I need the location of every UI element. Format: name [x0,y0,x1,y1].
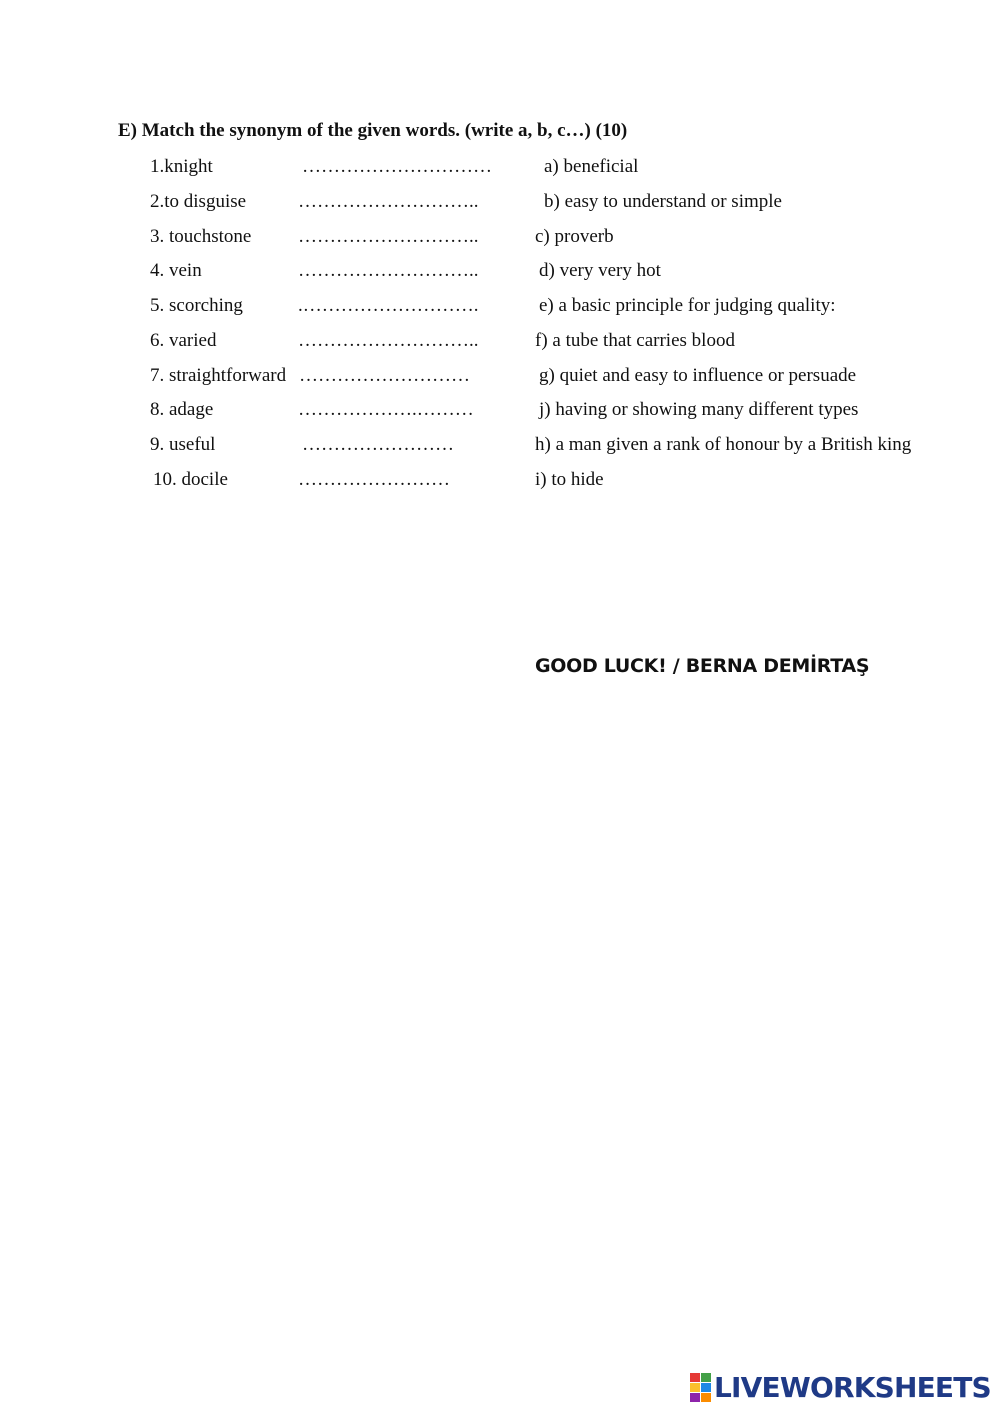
brand-watermark[interactable] [690,1372,991,1404]
option-label: d) very very hot [539,260,661,281]
match-row [0,365,999,395]
word-label: 9. useful [150,434,216,455]
option-label: j) having or showing many different types [539,399,859,420]
match-row [0,330,999,360]
answer-blank[interactable]: ……………………….. [298,191,479,212]
match-row [0,191,999,221]
option-label: i) to hide [535,469,604,490]
exercise-heading: E) Match the synonym of the given words. (write a, b, c…) (10) [118,120,628,141]
word-label: 1.knight [150,156,213,177]
liveworksheets-logo-icon [690,1373,712,1403]
match-row [0,469,999,499]
match-row [0,434,999,464]
answer-blank[interactable]: …………………… [298,469,450,490]
match-row [0,399,999,429]
answer-blank[interactable]: ……………….……… [298,399,474,420]
option-label: g) quiet and easy to influence or persuade [539,365,857,386]
answer-blank[interactable]: .………………………. [298,295,479,316]
word-label: 4. vein [150,260,202,281]
option-label: b) easy to understand or simple [544,191,782,212]
word-label: 8. adage [150,399,214,420]
option-label: h) a man given a rank of honour by a British king [535,434,912,455]
match-row [0,156,999,186]
option-label: c) proverb [535,226,614,247]
answer-blank[interactable]: ……………………… [299,365,470,386]
word-label: 3. touchstone [150,226,252,247]
word-label: 5. scorching [150,295,243,316]
answer-blank[interactable]: ………………………… [302,156,492,177]
closing-signature: GOOD LUCK! / BERNA DEMİRTAŞ [535,655,870,677]
match-row [0,260,999,290]
option-label: f) a tube that carries blood [535,330,735,351]
match-row [0,295,999,325]
answer-blank[interactable]: ……………………….. [298,226,479,247]
answer-blank[interactable]: …………………… [302,434,454,455]
match-row [0,226,999,256]
answer-blank[interactable]: ……………………….. [298,260,479,281]
word-label: 7. straightforward [150,365,287,386]
word-label: 10. docile [153,469,228,490]
answer-blank[interactable]: ……………………….. [298,330,479,351]
option-label: e) a basic principle for judging quality: [539,295,836,316]
option-label: a) beneficial [544,156,639,177]
word-label: 6. varied [150,330,217,351]
brand-name: LIVEWORKSHEETS [714,1371,991,1404]
word-label: 2.to disguise [150,191,247,212]
